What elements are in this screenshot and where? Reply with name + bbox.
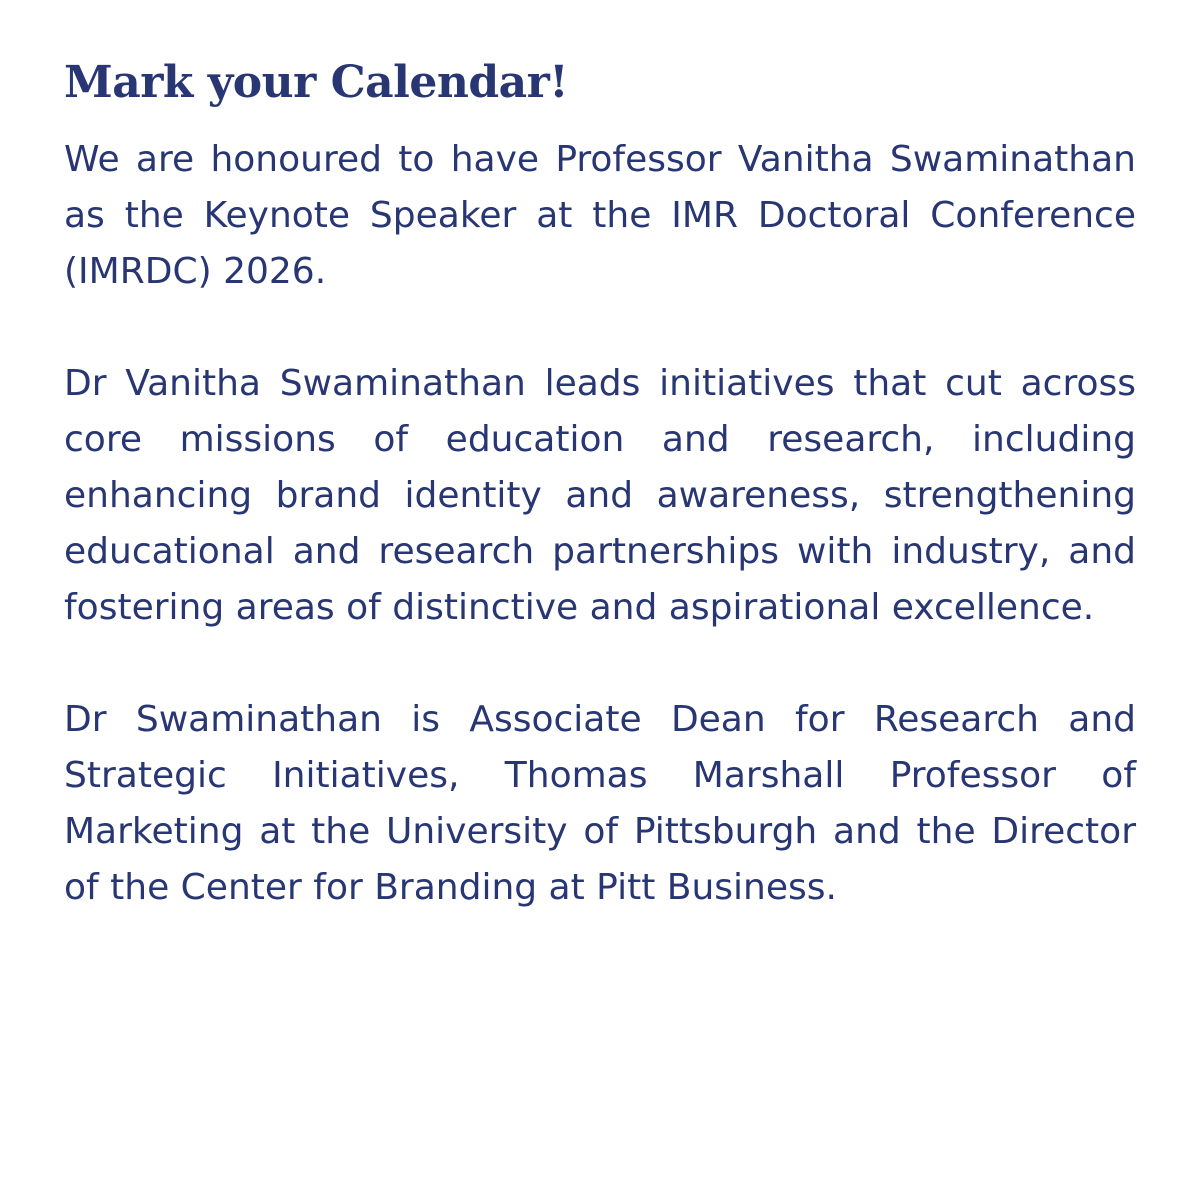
initiatives-paragraph: Dr Vanitha Swaminathan leads initiatives that cut across core missions of education and research, including enhancing brand identity and awareness, strengthening educational and research partnerships with industry, and fostering areas of distinctive and aspirational excellence. xyxy=(64,363,1136,628)
announcement-card xyxy=(64,50,1136,916)
page-title: Mark your Calendar! xyxy=(64,57,569,108)
intro-paragraph: We are honoured to have Professor Vanitha Swaminathan as the Keynote Speaker at the IMR Doctoral Conference (IMRDC) 2026. xyxy=(64,139,1136,292)
bio-paragraph: Dr Swaminathan is Associate Dean for Research and Strategic Initiatives, Thomas Marshall Professor of Marketing at the University of Pittsburgh and the Director of the Center for Branding at Pitt Business. xyxy=(64,699,1136,908)
